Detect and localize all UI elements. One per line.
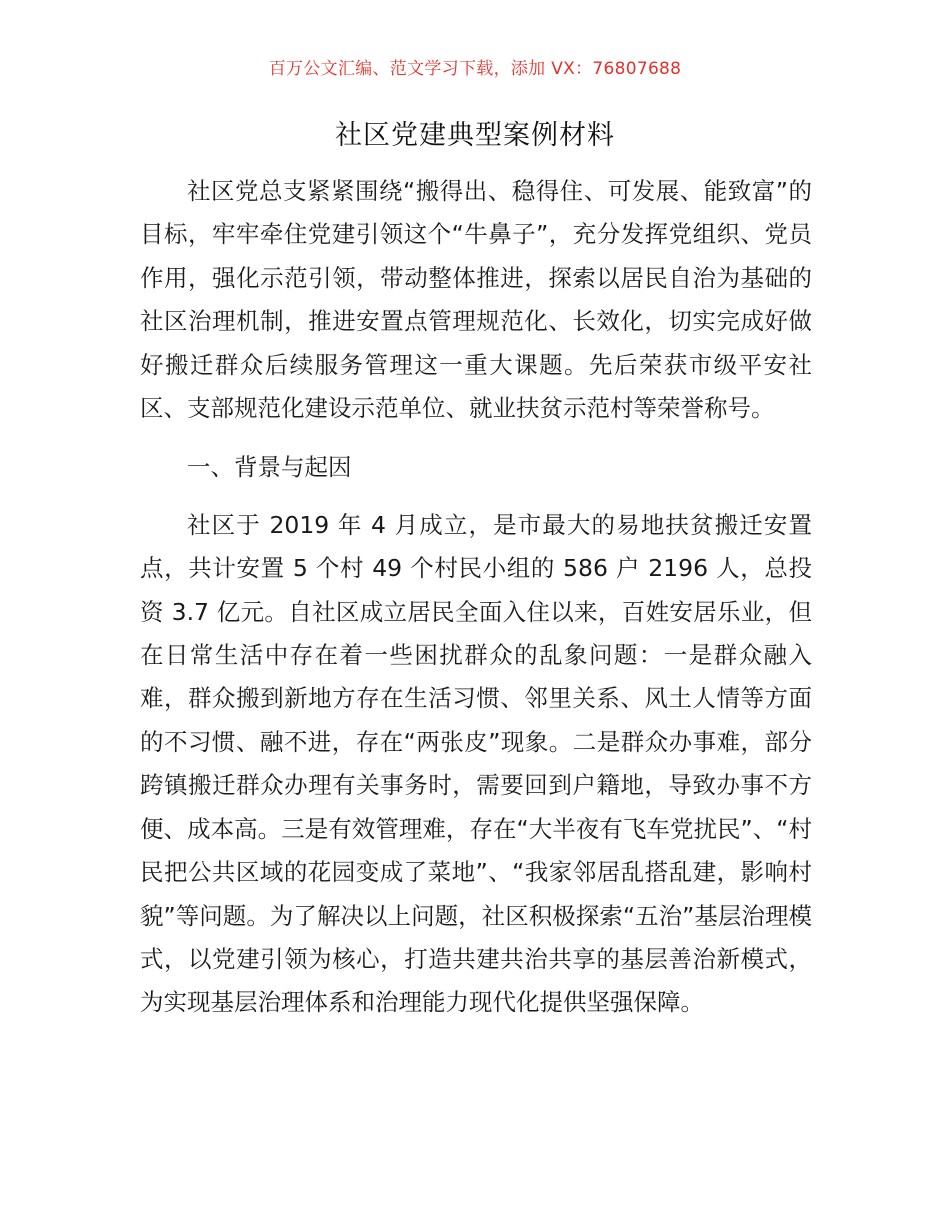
section-heading: 一、背景与起因 <box>187 453 352 482</box>
promo-banner: 百万公文汇编、范文学习下载，添加 VX：76807688 <box>268 59 682 79</box>
intro-paragraph: 社区党总支紧紧围绕“搬得出、稳得住、可发展、能致富”的目标，牢牢牵住党建引领这个“牛鼻子”，充分发挥党组织、党员作用，强化示范引领，带动整体推进，探索以居民自治为基础的社区治理机制，推进安置点管理规范化、长效化，切实完成好做好搬迁群众后续服务管理这一重大课题。先后荣获市级平安社区、支部规范化建设示范单位、就业扶贫示范村等荣誉称号。 <box>140 177 812 423</box>
document-title: 社区党建典型案例材料 <box>335 120 615 151</box>
document-body <box>140 170 812 1025</box>
background-paragraph: 社区于 2019 年 4 月成立，是市最大的易地扶贫搬迁安置点，共计安置 5 个村 49 个村民小组的 586 户 2196 人，总投资 3.7 亿元。自社区成立居民全面入住以来，百姓安居乐业，但在日常生活中存在着一些困扰群众的乱象问题：一是群众融入难，群众搬到新地方存在生活习惯、邻里关系、风土人情等方面的不习惯、融不进，存在“两张皮”现象。二是群众办事难，部分跨镇搬迁群众办理有关事务时，需要回到户籍地，导致办事不方便、成本高。三是有效管理难，存在“大半夜有飞车党扰民”、“村民把公共区域的花园变成了菜地”、“我家邻居乱搭乱建，影响村貌”等问题。为了解决以上问题，社区积极探索“五治”基层治理模式，以党建引领为核心，打造共建共治共享的基层善治新模式，为实现基层治理体系和治理能力现代化提供坚强保障。 <box>140 510 812 1017</box>
